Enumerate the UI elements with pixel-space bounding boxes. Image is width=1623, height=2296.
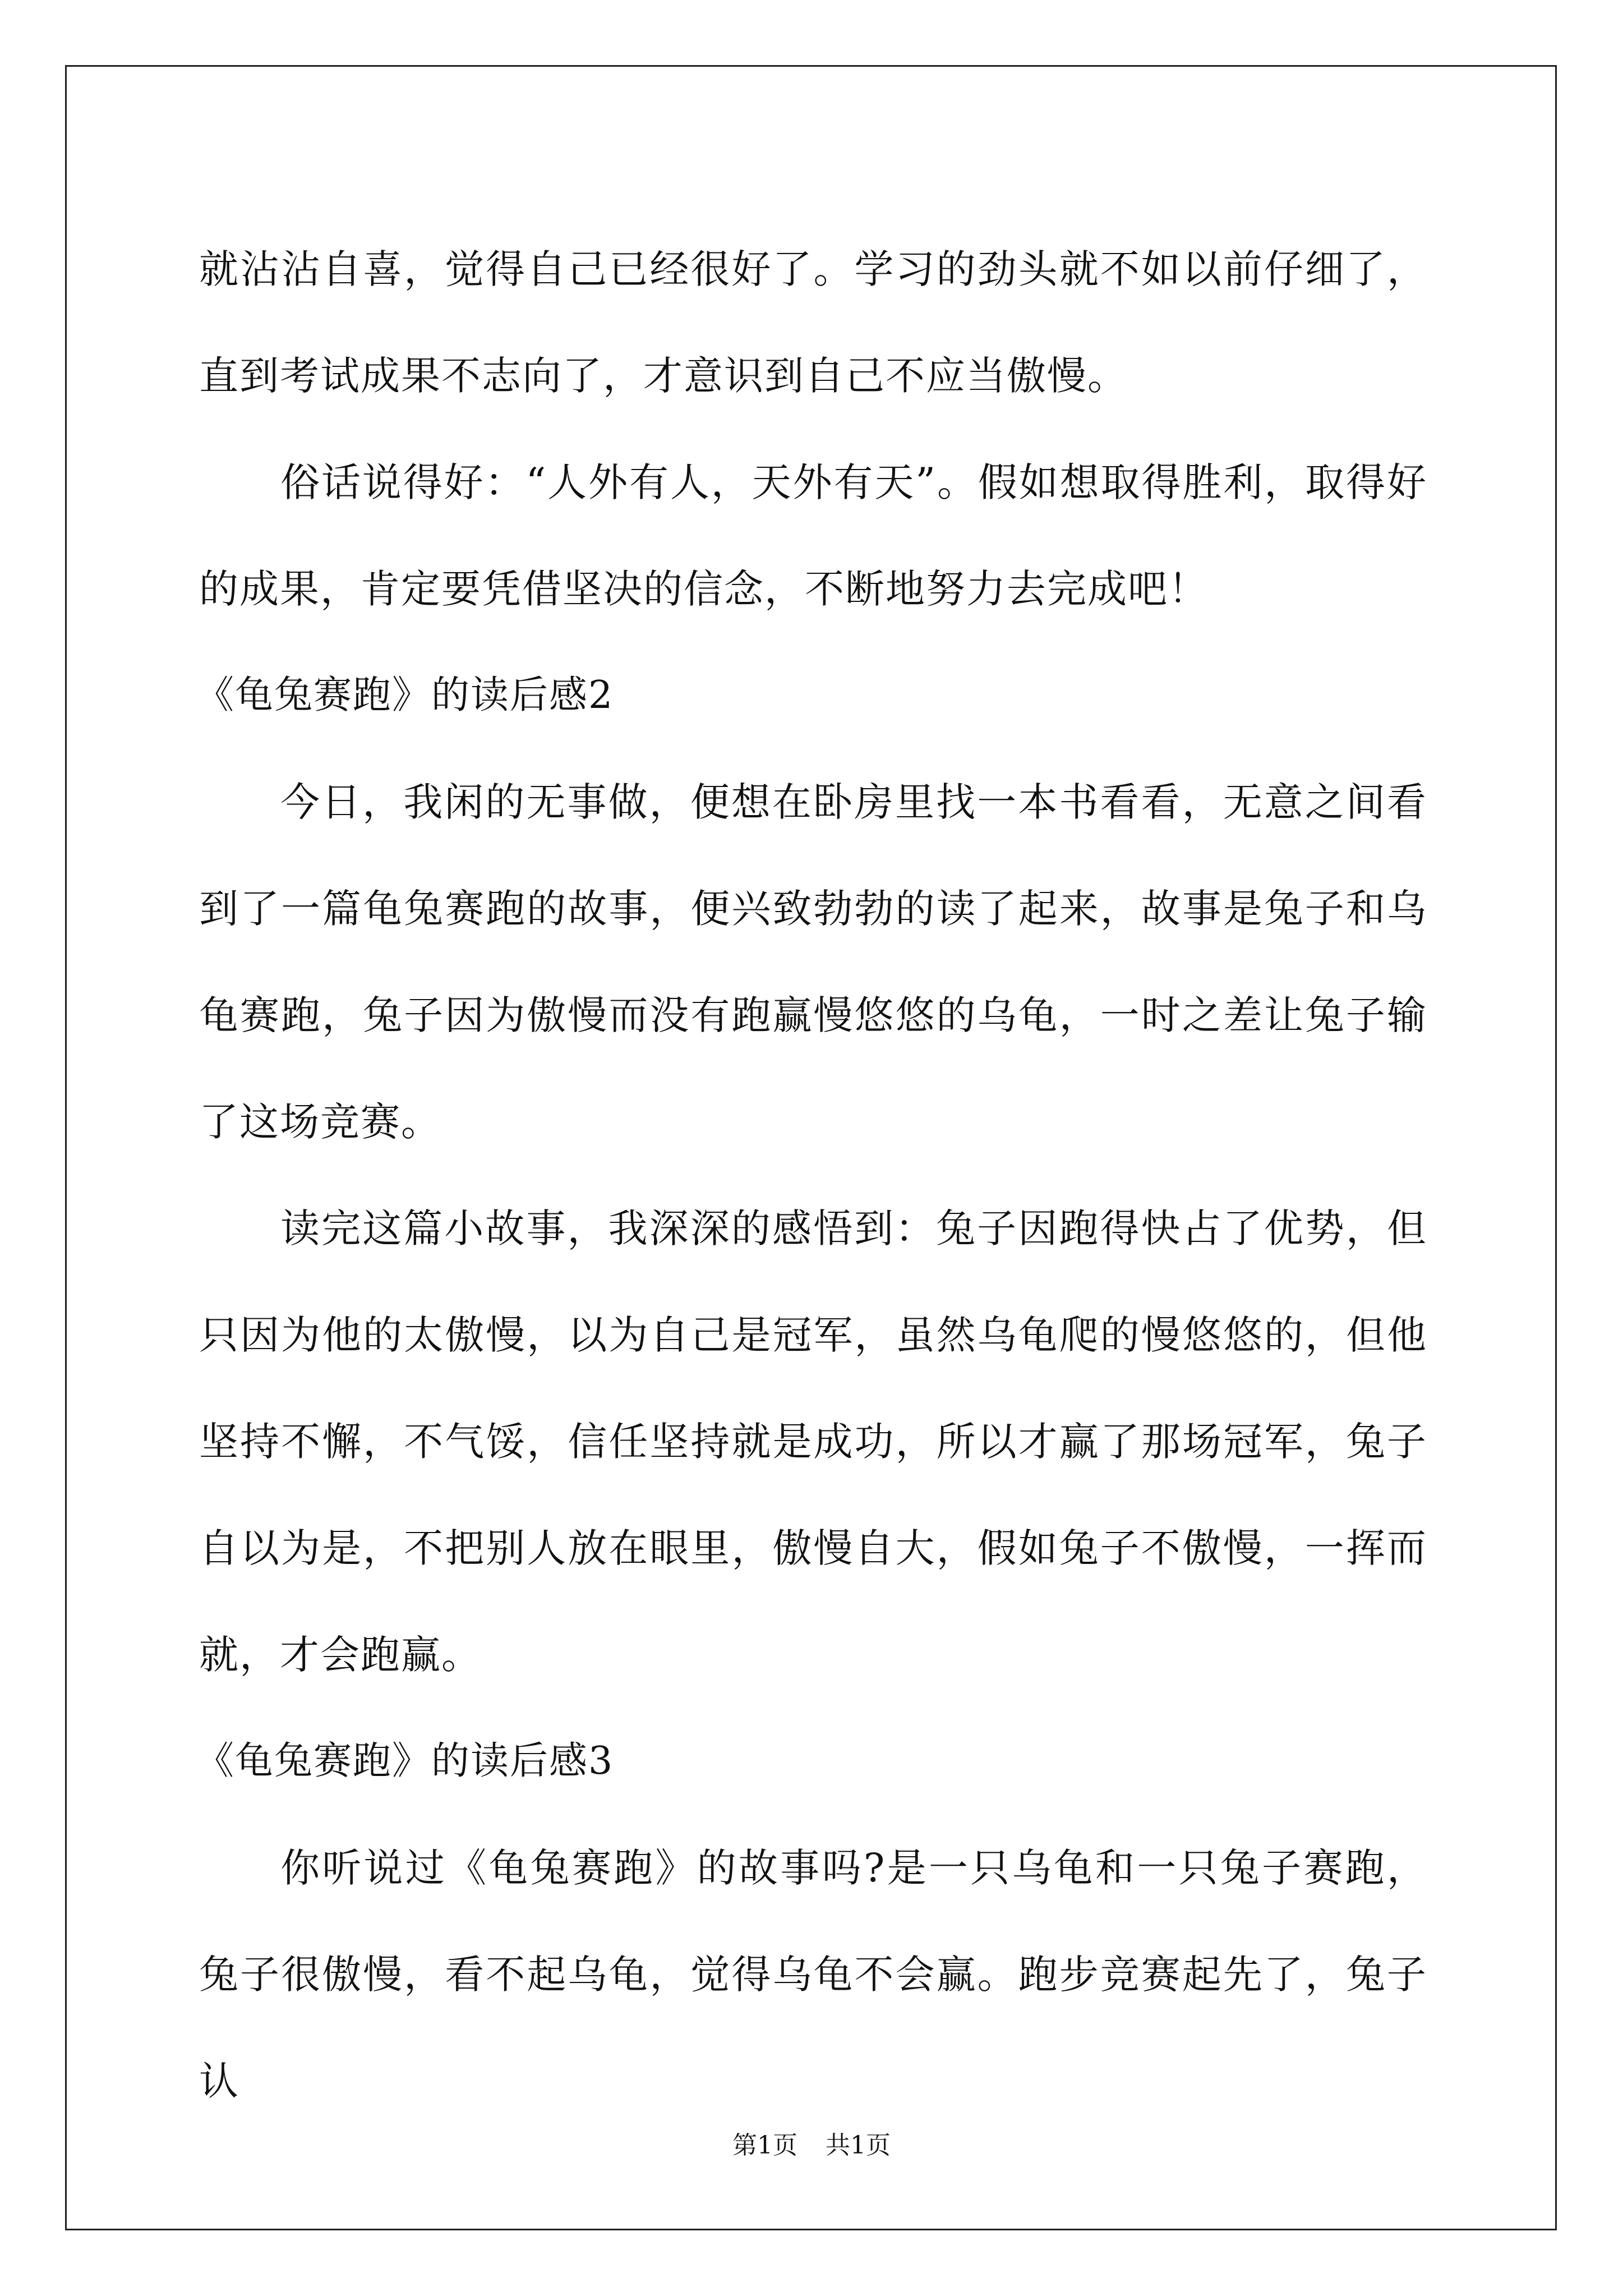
paragraph-4: 读完这篇小故事，我深深的感悟到：兔子因跑得快占了优势，但只因为他的太傲慢，以为自己是冠军，虽然乌龟爬的慢悠悠的，但他坚持不懈，不气馁，信任坚持就是成功，所以才赢了那场冠军，兔子自以为是，不把别人放在眼里，傲慢自大，假如兔子不傲慢，一挥而就，才会跑赢。 [199,1205,1427,1678]
page-number-total: 共1页 [826,2131,891,2160]
paragraph-1: 就沾沾自喜，觉得自己已经很好了。学习的劲头就不如以前仔细了，直到考试成果不志向了，才意识到自己不应当傲慢。 [199,246,1427,399]
document-body [196,216,1427,2134]
paragraph-5: 你听说过《龟兔赛跑》的故事吗?是一只乌龟和一只兔子赛跑，兔子很傲慢，看不起乌龟，觉得乌龟不会赢。跑步竞赛起先了，兔子认 [199,1845,1427,2104]
paragraph-3: 今日，我闲的无事做，便想在卧房里找一本书看看，无意之间看到了一篇龟兔赛跑的故事，便兴致勃勃的读了起来，故事是兔子和乌龟赛跑，兔子因为傲慢而没有跑赢慢悠悠的乌龟，一时之差让兔子输了这场竞赛。 [199,779,1427,1145]
page-number-current: 第1页 [732,2131,797,2160]
section-heading-2: 《龟兔赛跑》的读后感2 [196,673,614,717]
section-heading-3: 《龟兔赛跑》的读后感3 [196,1739,614,1783]
paragraph-2: 俗话说得好：“人外有人，天外有天”。假如想取得胜利，取得好的成果，肯定要凭借坚决的信念，不断地努力去完成吧！ [199,459,1427,612]
page-footer [0,2129,1623,2162]
